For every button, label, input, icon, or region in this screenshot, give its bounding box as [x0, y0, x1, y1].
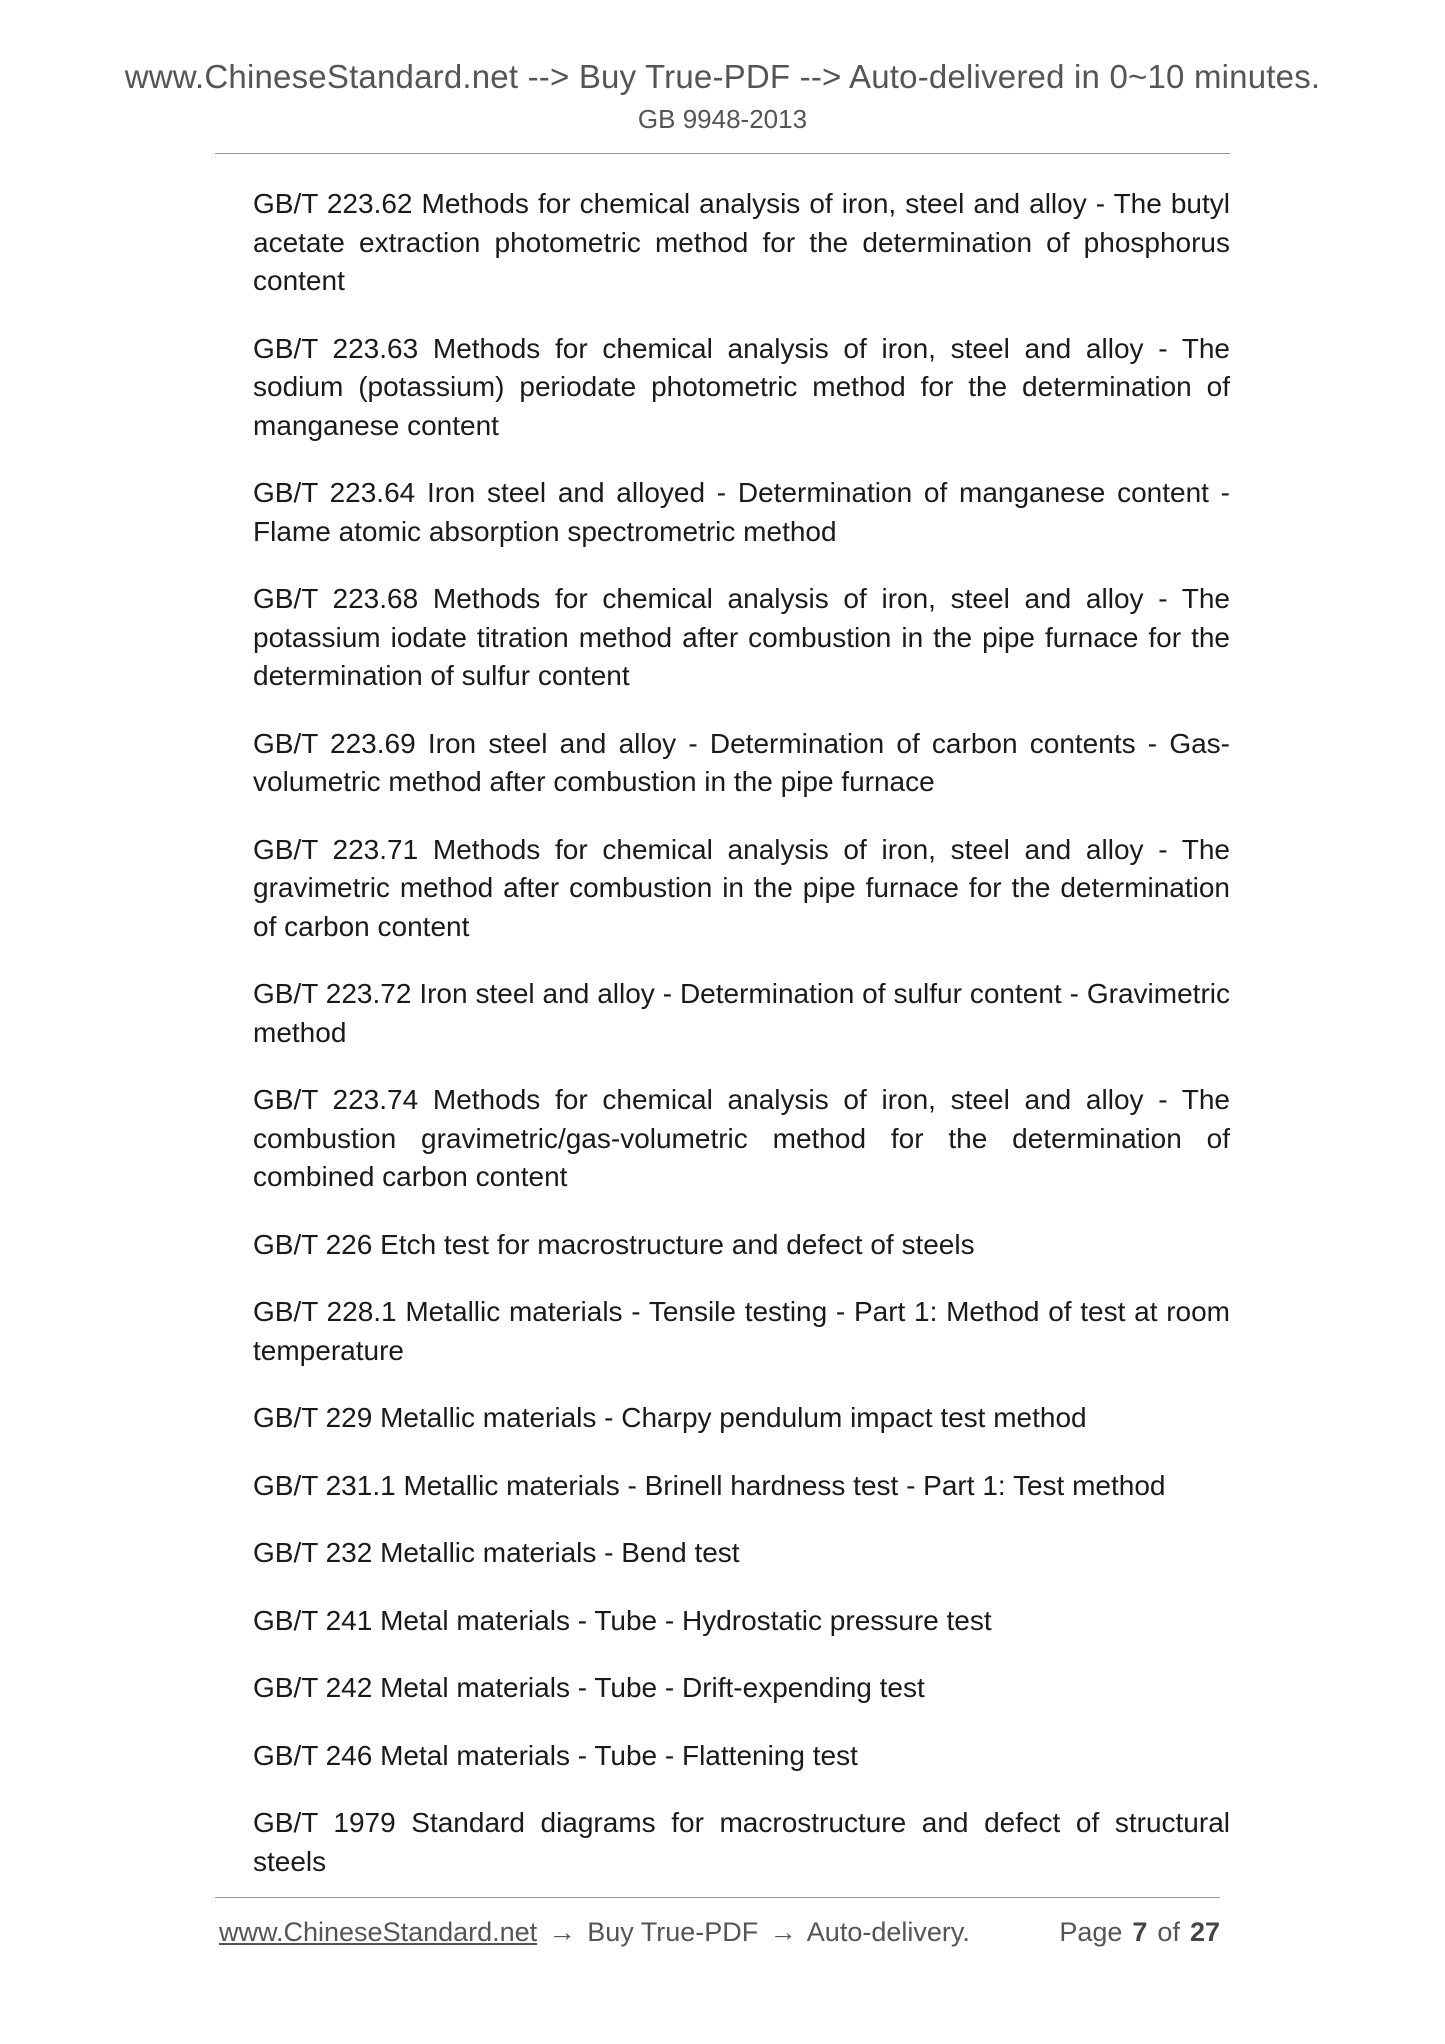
current-page: 7 [1132, 1917, 1148, 1947]
top-banner: www.ChineseStandard.net --> Buy True-PDF --> Auto-delivered in 0~10 minutes. [124, 58, 1321, 95]
page-label: Page [1059, 1917, 1123, 1947]
reference-item: GB/T 223.74 Methods for chemical analysis of iron, steel and alloy - The combustion gravimetric/gas-volumetric method for the determination of combined carbon content [253, 1084, 1230, 1192]
reference-item: GB/T 229 Metallic materials - Charpy pendulum impact test method [253, 1402, 1087, 1433]
reference-item: GB/T 223.72 Iron steel and alloy - Determination of sulfur content - Gravimetric method [253, 978, 1230, 1048]
reference-item: GB/T 226 Etch test for macrostructure and defect of steels [253, 1228, 975, 1260]
page-number [1059, 1917, 1220, 1948]
reference-item: GB/T 223.62 Methods for chemical analysis of iron, steel and alloy - The butyl acetate extraction photometric method for the determination of phosphorus content [253, 188, 1230, 296]
site-link[interactable]: www.ChineseStandard.net [219, 1917, 538, 1947]
reference-item: GB/T 232 Metallic materials - Bend test [253, 1537, 740, 1568]
reference-item: GB/T 241 Metal materials - Tube - Hydrostatic pressure test [253, 1604, 992, 1636]
auto-delivery-text: Auto-delivery. [806, 1917, 970, 1947]
normative-reference-list [253, 185, 1230, 1910]
reference-item: GB/T 223.63 Methods for chemical analysis of iron, steel and alloy - The sodium (potassium) periodate photometric method for the determination of manganese content [253, 332, 1230, 441]
arrow-right-icon: → [548, 1917, 576, 1947]
buy-pdf-text: Buy True-PDF [587, 1917, 759, 1947]
reference-item: GB/T 1979 Standard diagrams for macrostructure and defect of structural steels [253, 1807, 1230, 1877]
total-pages: 27 [1189, 1917, 1220, 1947]
header-divider [215, 153, 1230, 154]
reference-item: GB/T 231.1 Metallic materials - Brinell hardness test - Part 1: Test method [253, 1469, 1166, 1501]
reference-item: GB/T 223.68 Methods for chemical analysis of iron, steel and alloy - The potassium iodate titration method after combustion in the pipe furnace for the determination of sulfur content [253, 583, 1230, 691]
footer-promo [219, 1917, 970, 1948]
reference-item: GB/T 223.69 Iron steel and alloy - Determination of carbon contents - Gas-volumetric method after combustion in the pipe furnace [253, 727, 1230, 797]
reference-item: GB/T 246 Metal materials - Tube - Flattening test [253, 1739, 858, 1771]
arrow-right-icon: → [769, 1917, 797, 1947]
reference-item: GB/T 242 Metal materials - Tube - Drift-expending test [253, 1672, 925, 1703]
reference-item: GB/T 223.71 Methods for chemical analysis of iron, steel and alloy - The gravimetric method after combustion in the pipe furnace for the determination of carbon content [253, 833, 1230, 942]
of-label: of [1157, 1917, 1180, 1947]
reference-item: GB/T 223.64 Iron steel and alloyed - Determination of manganese content - Flame atomic absorption spectrometric method [253, 477, 1230, 547]
reference-item: GB/T 228.1 Metallic materials - Tensile testing - Part 1: Method of test at room temperature [253, 1296, 1230, 1366]
footer-divider [215, 1897, 1220, 1898]
page-footer [219, 1917, 1220, 1957]
document-code: GB 9948-2013 [637, 104, 808, 134]
